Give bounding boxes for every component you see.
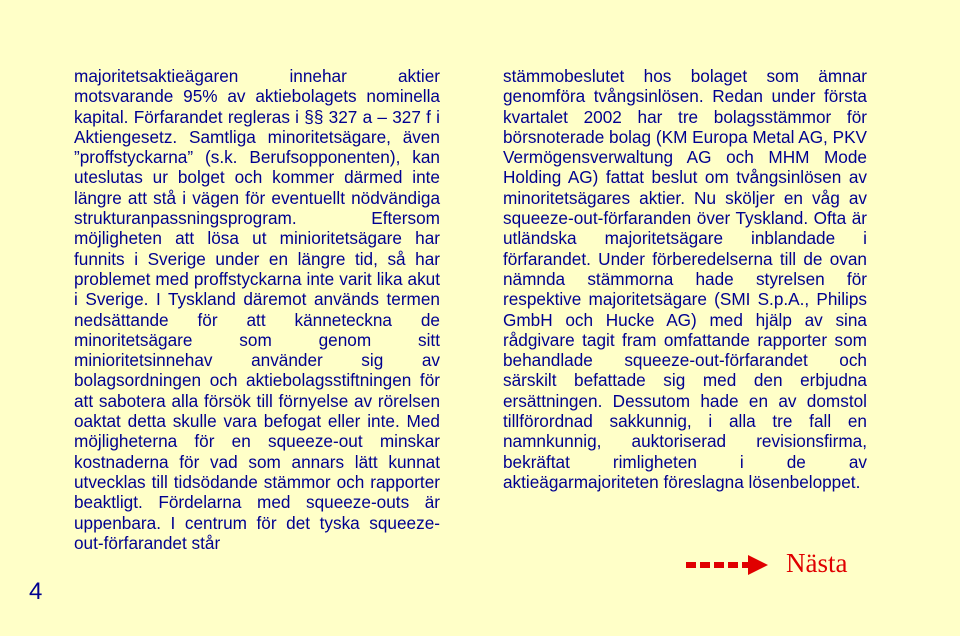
left-text-column: [74, 66, 440, 553]
left-column-text: majoritetsaktieägaren innehar aktier motsvarande 95% av aktiebolagets nominella kapital. Förfarandet regleras i §§ 327 a – 327 f i Aktiengesetz. Samtliga minoritetsägare, även ”proffstyckarna” (s.k. Berufsopponenten), kan uteslutas ur bolget och kommer därmed inte längre att stå i vägen för eventuellt nödvändiga strukturanpassningsprogram. Eftersom möjligheten att lösa ut minioritetsägare har funnits i Sverige under en längre tid, så har problemet med proffstyckarna inte varit lika akut i Sverige. I Tyskland däremot används termen nedsättande för att känneteckna de minoritetsägare som genom sitt minioritetsinnehav använder sig av bolagsordningen och aktiebolagsstiftningen för att sabotera alla försök till förnyelse av rörelsen oaktat detta skulle vara befogat eller inte. Med möjligheterna för en squeeze-out minskar kostnaderna för vad som annars lätt kunnat utvecklas till tidsödande stämmor och rapporter beaktligt. Fördelarna med squeeze-outs är uppenbara. I centrum för det tyska squeeze-out-förfarandet står: [74, 66, 440, 553]
arrow-right-icon[interactable]: [684, 553, 768, 577]
next-label[interactable]: Nästa: [786, 548, 848, 578]
right-column-text: stämmobeslutet hos bolaget som ämnar genomföra tvångsinlösen. Redan under första kvartalet 2002 har tre bolagsstämmor för börsnoterade bolag (KM Europa Metal AG, PKV Vermögensverwaltung AG och MHM Mode Holding AG) fattat beslut om tvångsinlösen av minoritetsägares aktier. Nu sköljer en våg av squeeze-out-förfaranden över Tyskland. Ofta är utländska majoritetsägare inblandade i förfarandet. Under förberedelserna till de ovan nämnda stämmorna hade styrelsen för respektive majoritetsägare (SMI S.p.A., Philips GmbH och Hucke AG) med hjälp av sina rådgivare tagit fram omfattande rapporter som behandlade squeeze-out-förfarandet och särskilt befattade sig med den erbjudna ersättningen. Dessutom hade en av domstol tillförordnad sakkunnig, i alla tre fall en namnkunnig, auktoriserad revisionsfirma, bekräftat rimligheten i de av aktieägarmajoriteten föreslagna lösenbeloppet.: [503, 66, 867, 492]
right-text-column: [503, 66, 867, 492]
page-number: 4: [29, 578, 43, 605]
next-page-link[interactable]: [684, 550, 847, 579]
